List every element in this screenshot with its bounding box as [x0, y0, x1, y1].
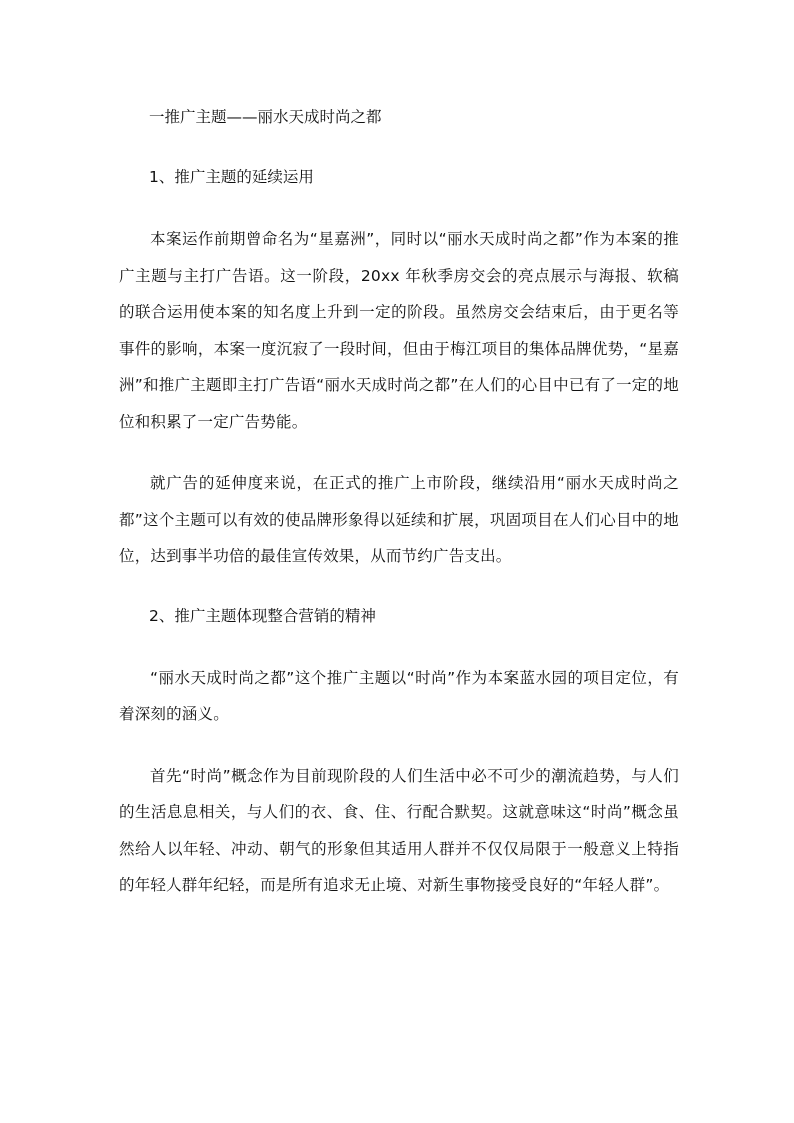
section-1-paragraph-1: 本案运作前期曾命名为“星嘉洲”，同时以“丽水天成时尚之都”作为本案的推广主题与主打广告语。这一阶段，20xx 年秋季房交会的亮点展示与海报、软稿的联合运用使本案的知名度上升到一定的阶段。虽然房交会结束后，由于更名等事件的影响，本案一度沉寂了一段时间，但由于梅江项目的集体品牌优势，“星嘉洲”和推广主题即主打广告语“丽水天成时尚之都”在人们的心目中已有了一定的地位和积累了一定广告势能。 [119, 230, 679, 431]
section-2-paragraph-1: “丽水天成时尚之都”这个推广主题以“时尚”作为本案蓝水园的项目定位，有着深刻的涵义。 [119, 668, 679, 723]
spacer [119, 733, 679, 758]
spacer [119, 134, 679, 161]
section-2-heading: 2、推广主题体现整合营销的精神 [149, 606, 376, 625]
document-body [119, 101, 679, 904]
document-title: 一推广主题——丽水天成时尚之都 [149, 108, 382, 126]
spacer [119, 440, 679, 465]
spacer [119, 633, 679, 660]
spacer [119, 194, 679, 221]
section-1-heading: 1、推广主题的延续运用 [149, 168, 314, 186]
section-1-paragraph-2: 就广告的延伸度来说，在正式的推广上市阶段，继续沿用“丽水天成时尚之都”这个主题可以有效的使品牌形象得以延续和扩展，巩固项目在人们心目中的地位，达到事半功倍的最佳宣传效果，从而节约广告支出。 [119, 474, 679, 565]
section-2-paragraph-2: 首先“时尚”概念作为目前现阶段的人们生活中必不可少的潮流趋势，与人们的生活息息相关，与人们的衣、食、住、行配合默契。这就意味这“时尚”概念虽然给人以年轻、冲动、朝气的形象但其适用人群并不仅仅局限于一般意义上特指的年轻人群年纪轻，而是所有追求无止境、对新生事物接受良好的“年轻人群”。 [119, 766, 679, 894]
spacer [119, 575, 679, 600]
